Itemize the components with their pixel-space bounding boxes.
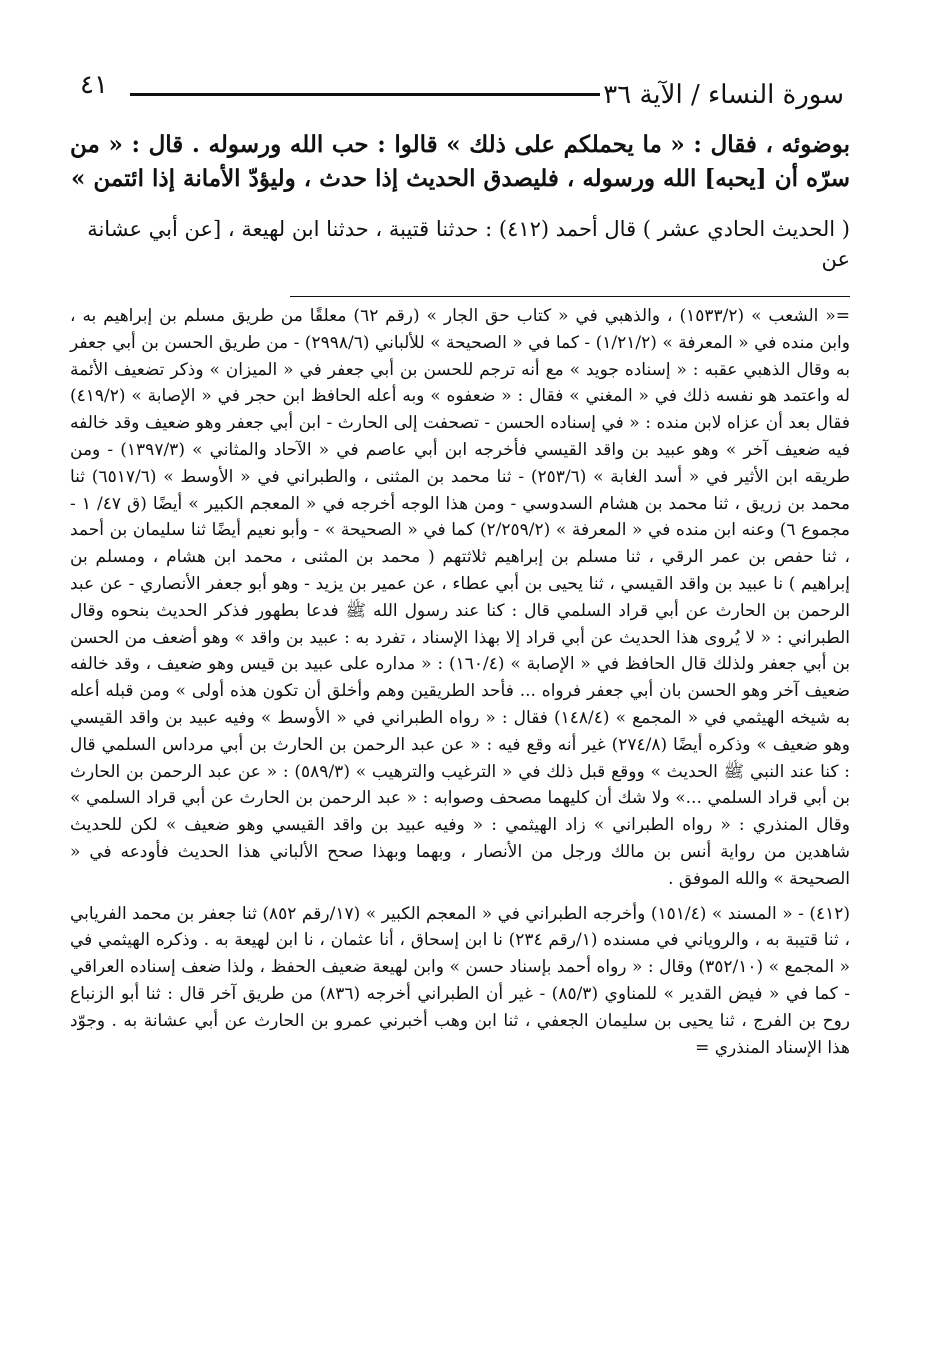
footnote-412: (٤١٢) - « المسند » (١٥١/٤) وأخرجه الطبراني في « المعجم الكبير » (١٧/رقم ٨٥٢) ثنا جعفر بن محمد الفريابي ، ثنا قتيبة به ، والروياني في مسنده (١/رقم ٢٣٤) نا ابن إسحاق ، أنا عثمان ، نا ابن لهيعة به . وذكره الهيثمي في « المجمع » (٣٥٢/١٠) وقال : « رواه أحمد بإسناد حسن » وابن لهيعة ضعيف الحفظ ، ولذا ضعف إسناده العراقي - كما في « فيض القدير » للمناوي (٨٥/٣) - غير أن الطبراني أخرجه (٨٣٦) من طريق آخر قال : ثنا أبو الزنباع روح بن الفرج ، ثنا يحيى بن سليمان الجعفي ، ثنا ابن وهب أخبرني عمرو بن الحارث عن أبي عشانة به . وجوّد هذا الإسناد المنذري = [70,903,851,1058]
footnotes [70,303,850,1061]
header-rule [130,93,600,96]
footnote-gap [70,893,850,901]
hadith-heading: ( الحديث الحادي عشر ) قال أحمد (٤١٢) : حدثنا قتيبة ، حدثنا ابن لهيعة ، [عن أبي عشانة عن [87,217,850,271]
surah-title: سورة النساء / الآية ٣٦ [603,80,844,110]
page-number: ٤١ [80,70,108,100]
footnote-separator [290,296,850,297]
main-text: بوضوئه ، فقال : « ما يحملكم على ذلك » قالوا : حب الله ورسوله . قال : « من سرّه أن [يحبه] الله ورسوله ، فليصدق الحديث إذا حدث ، وليؤدّ الأمانة إذا ائتمن » [70,131,850,192]
footnote-continued: =« الشعب » (١٥٣٣/٢) ، والذهبي في « كتاب حق الجار » (رقم ٦٢) معلقًا من طريق مسلم بن إبراهيم به ، وابن منده في « المعرفة » (١/٢١/٢) - كما في « الصحيحة » للألباني (٢٩٩٨/٦) - من طريق الحسن بن أبي جعفر به وقال الذهبي عقبه : « إسناده جويد » مع أنه ترجم للحسن بن أبي جعفر في « الميزان » وذكر تضعيف الأئمة له واعتمد هو نفسه ذلك في « المغني » فقال : « ضعفوه » وبه أعله الحافظ ابن حجر في « الإصابة » (٤١٩/٢) فقال بعد أن عزاه لابن منده : « في إسناده الحسن - تصحفت إلى الحارث - ابن أبي جعفر وهو ضعيف وقد خالفه فيه ضعيف آخر » وهو عبيد بن واقد القيسي فأخرجه ابن أبي عاصم في « الآحاد والمثاني » (١٣٩٧/٣) - ومن طريقه ابن الأثير في « أسد الغابة » (٢٥٣/٦) - ثنا محمد بن المثنى ، والطبراني في « الأوسط » (٦٥١٧/٦) ثنا محمد بن زريق ، ثنا محمد بن هشام السدوسي - ومن هذا الوجه أخرجه في « المعجم الكبير » أيضًا (ق ٤٧/ ١ - مجموع ٦) وعنه ابن منده في « المعرفة » (٢/٢٥٩/٢) كما في « الصحيحة » - وأبو نعيم أيضًا ثنا سليمان بن أحمد ، ثنا حفص بن عمر الرقي ، ثنا مسلم بن إبراهيم ثلاثتهم ( محمد بن المثنى ، محمد ابن هشام ، ومسلم بن إبراهيم ) نا عبيد بن واقد القيسي ، ثنا يحيى بن أبي عطاء ، عن عمير بن يزيد - وهو أبو جعفر الأنصاري - عن عبد الرحمن بن الحارث عن أبي قراد السلمي قال : كنا عند رسول الله ﷺ فدعا بطهور فذكر الحديث بنحوه وقال الطبراني : « لا يُروى هذا الحديث عن أبي قراد إلا بهذا الإسناد ، تفرد به : عبيد بن واقد » وهو أضعف من الحسن بن أبي جعفر ولذلك قال الحافظ في « الإصابة » (١٦٠/٤) : « مداره على عبيد بن قيس وهو ضعيف ، وقد خالفه ضعيف آخر وهو الحسن بان أبي جعفر فرواه ... فأحد الطريقين وهم وأخلق أن تكون هذه أولى » ومن قبله أعله به شيخه الهيثمي في « المجمع » (١٤٨/٤) فقال : « رواه الطبراني في « الأوسط » وفيه عبيد بن واقد القيسي وهو ضعيف » وذكره أيضًا (٢٧٤/٨) غير أنه وقع فيه : « عن عبد الرحمن بن الحارث بن أبي مرداس السلمي قال : كنا عند النبي ﷺ الحديث » ووقع قبل ذلك في « الترغيب والترهيب » (٥٨٩/٣) : « عن عبد الرحمن بن الحارث بن أبي قراد السلمي ...» ولا شك أن كليهما مصحف وصوابه : « عبد الرحمن بن الحارث عن أبي قراد السلمي » وقال المنذري : « رواه الطبراني » زاد الهيثمي : « وفيه عبيد بن واقد القيسي وهو ضعيف » لكن للحديث شاهدين من رواية أنس بن مالك ورجل من الأنصار ، وبهما وبهذا صحح الألباني هذا الحديث فأودعه في « الصحيحة » والله الموفق . [70,306,851,889]
page-header [70,60,850,108]
book-page [70,60,850,1061]
